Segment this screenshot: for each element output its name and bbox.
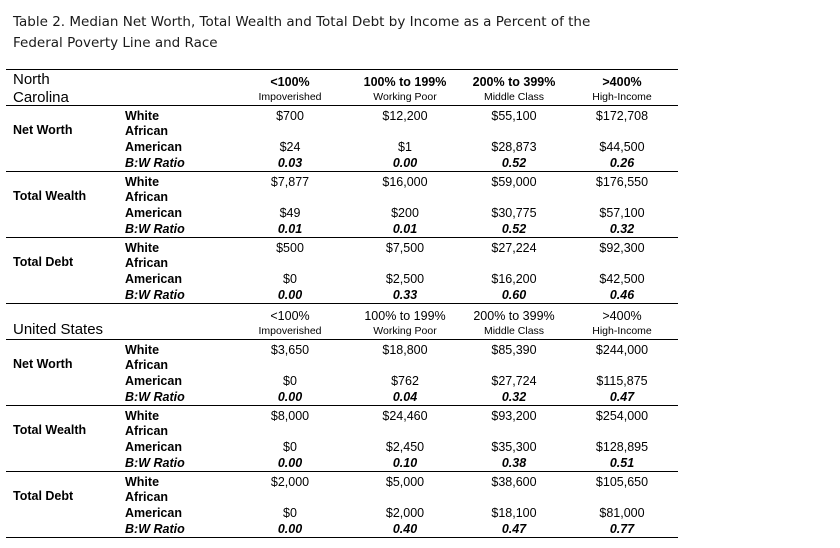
group-rule [6,471,678,472]
cell-white-value: $7,877 [270,175,310,189]
cell-black-value: $30,775 [491,206,537,220]
column-subheader: Middle Class [483,91,545,103]
cell-black-value: $27,724 [491,374,537,388]
column-subheader: Impoverished [258,91,322,103]
cell-ratio-value: 0.52 [501,222,527,236]
cell-black-value: $24 [279,140,301,154]
caption-line-2: Federal Poverty Line and Race [13,35,218,51]
row-label-white: White [125,475,160,489]
cell-ratio-value: 0.00 [392,156,418,170]
cell-black-value: $42,500 [599,272,645,286]
cell-ratio-value: 0.00 [277,390,303,404]
row-label-american: American [125,374,182,388]
row-label-african: African [125,358,169,372]
row-label-american: American [125,140,182,154]
column-header: 100% to 199% [363,75,447,89]
cell-ratio-value: 0.00 [277,288,303,302]
column-header: <100% [270,75,310,89]
cell-white-value: $700 [276,109,304,123]
cell-white-value: $244,000 [595,343,649,357]
cell-ratio-value: 0.03 [277,156,303,170]
cell-ratio-value: 0.52 [501,156,527,170]
row-label-african: African [125,256,169,270]
cell-black-value: $28,873 [491,140,537,154]
cell-white-value: $38,600 [491,475,537,489]
cell-ratio-value: 0.40 [392,522,418,536]
column-header: 200% to 399% [472,75,556,89]
cell-white-value: $24,460 [382,409,428,423]
row-label-african: African [125,424,169,438]
cell-ratio-value: 0.60 [501,288,527,302]
cell-white-value: $176,550 [595,175,649,189]
cell-white-value: $3,650 [270,343,310,357]
cell-ratio-value: 0.26 [609,156,635,170]
cell-white-value: $16,000 [382,175,428,189]
header-rule [6,339,678,340]
cell-black-value: $35,300 [491,440,537,454]
row-label-american: American [125,206,182,220]
cell-black-value: $0 [283,272,297,286]
cell-ratio-value: 0.46 [609,288,635,302]
cell-white-value: $172,708 [595,109,649,123]
region-label: North [13,71,50,88]
cell-ratio-value: 0.47 [609,390,635,404]
row-label-white: White [125,241,160,255]
column-subheader: High-Income [592,325,652,337]
column-header: 200% to 399% [473,309,555,323]
cell-black-value: $115,875 [596,374,648,388]
cell-white-value: $85,390 [491,343,537,357]
table-caption [13,12,653,54]
row-label-american: American [125,506,182,520]
column-header: 100% to 199% [364,309,446,323]
cell-white-value: $7,500 [385,241,425,255]
column-subheader: Impoverished [258,325,322,337]
cell-black-value: $1 [398,140,412,154]
region-label: United States [13,321,104,338]
group-rule [6,237,678,238]
cell-white-value: $105,650 [595,475,649,489]
group-label: Net Worth [13,123,73,137]
cell-black-value: $18,100 [491,506,537,520]
group-label: Total Debt [13,489,74,503]
cell-white-value: $93,200 [491,409,537,423]
column-header: >400% [602,75,642,89]
row-label-ratio: B:W Ratio [125,222,185,236]
row-label-ratio: B:W Ratio [125,390,185,404]
row-label-ratio: B:W Ratio [125,288,185,302]
cell-black-value: $762 [391,374,419,388]
cell-ratio-value: 0.32 [609,222,635,236]
group-rule [6,171,678,172]
cell-black-value: $2,000 [385,506,425,520]
cell-ratio-value: 0.00 [277,522,303,536]
row-label-american: American [125,440,182,454]
row-label-african: African [125,490,169,504]
cell-white-value: $55,100 [491,109,537,123]
cell-white-value: $92,300 [599,241,645,255]
row-label-african: African [125,190,169,204]
header-rule [6,105,678,106]
cell-ratio-value: 0.00 [277,456,303,470]
group-rule [6,405,678,406]
cell-ratio-value: 0.01 [277,222,303,236]
cell-white-value: $2,000 [270,475,310,489]
cell-black-value: $16,200 [491,272,537,286]
cell-black-value: $0 [283,506,297,520]
cell-black-value: $0 [283,374,297,388]
row-label-white: White [125,409,160,423]
group-label: Net Worth [13,357,73,371]
row-label-ratio: B:W Ratio [125,522,185,536]
column-subheader: High-Income [592,91,652,103]
cell-white-value: $500 [276,241,304,255]
cell-ratio-value: 0.51 [609,456,635,470]
region-label: Carolina [13,89,69,106]
group-label: Total Wealth [13,189,87,203]
cell-black-value: $44,500 [599,140,645,154]
cell-ratio-value: 0.32 [501,390,527,404]
cell-black-value: $200 [391,206,419,220]
cell-ratio-value: 0.47 [501,522,527,536]
cell-ratio-value: 0.33 [392,288,418,302]
cell-black-value: $57,100 [599,206,645,220]
section-rule [6,69,678,70]
row-label-ratio: B:W Ratio [125,456,185,470]
column-subheader: Working Poor [373,91,437,103]
column-header: >400% [602,309,642,323]
cell-black-value: $0 [283,440,297,454]
row-label-ratio: B:W Ratio [125,156,185,170]
cell-white-value: $18,800 [382,343,428,357]
cell-ratio-value: 0.38 [501,456,527,470]
cell-white-value: $27,224 [491,241,537,255]
cell-white-value: $59,000 [491,175,537,189]
cell-black-value: $128,895 [595,440,649,454]
caption-line-1: Table 2. Median Net Worth, Total Wealth and Total Debt by Income as a Percent of the [13,14,591,30]
cell-ratio-value: 0.77 [609,522,635,536]
cell-black-value: $2,500 [385,272,425,286]
column-subheader: Middle Class [483,325,545,337]
section-end-rule [6,537,678,538]
row-label-white: White [125,343,160,357]
cell-ratio-value: 0.04 [392,390,418,404]
group-label: Total Debt [13,255,74,269]
cell-black-value: $81,000 [599,506,645,520]
cell-ratio-value: 0.10 [392,456,418,470]
cell-white-value: $8,000 [270,409,310,423]
group-label: Total Wealth [13,423,87,437]
cell-white-value: $254,000 [595,409,649,423]
row-label-african: African [125,124,169,138]
row-label-white: White [125,109,160,123]
cell-white-value: $12,200 [382,109,428,123]
cell-black-value: $49 [279,206,301,220]
row-label-american: American [125,272,182,286]
column-header: <100% [270,309,310,323]
column-subheader: Working Poor [373,325,437,337]
cell-white-value: $5,000 [385,475,425,489]
section-rule [6,303,678,304]
cell-ratio-value: 0.01 [392,222,418,236]
row-label-white: White [125,175,160,189]
cell-black-value: $2,450 [385,440,425,454]
